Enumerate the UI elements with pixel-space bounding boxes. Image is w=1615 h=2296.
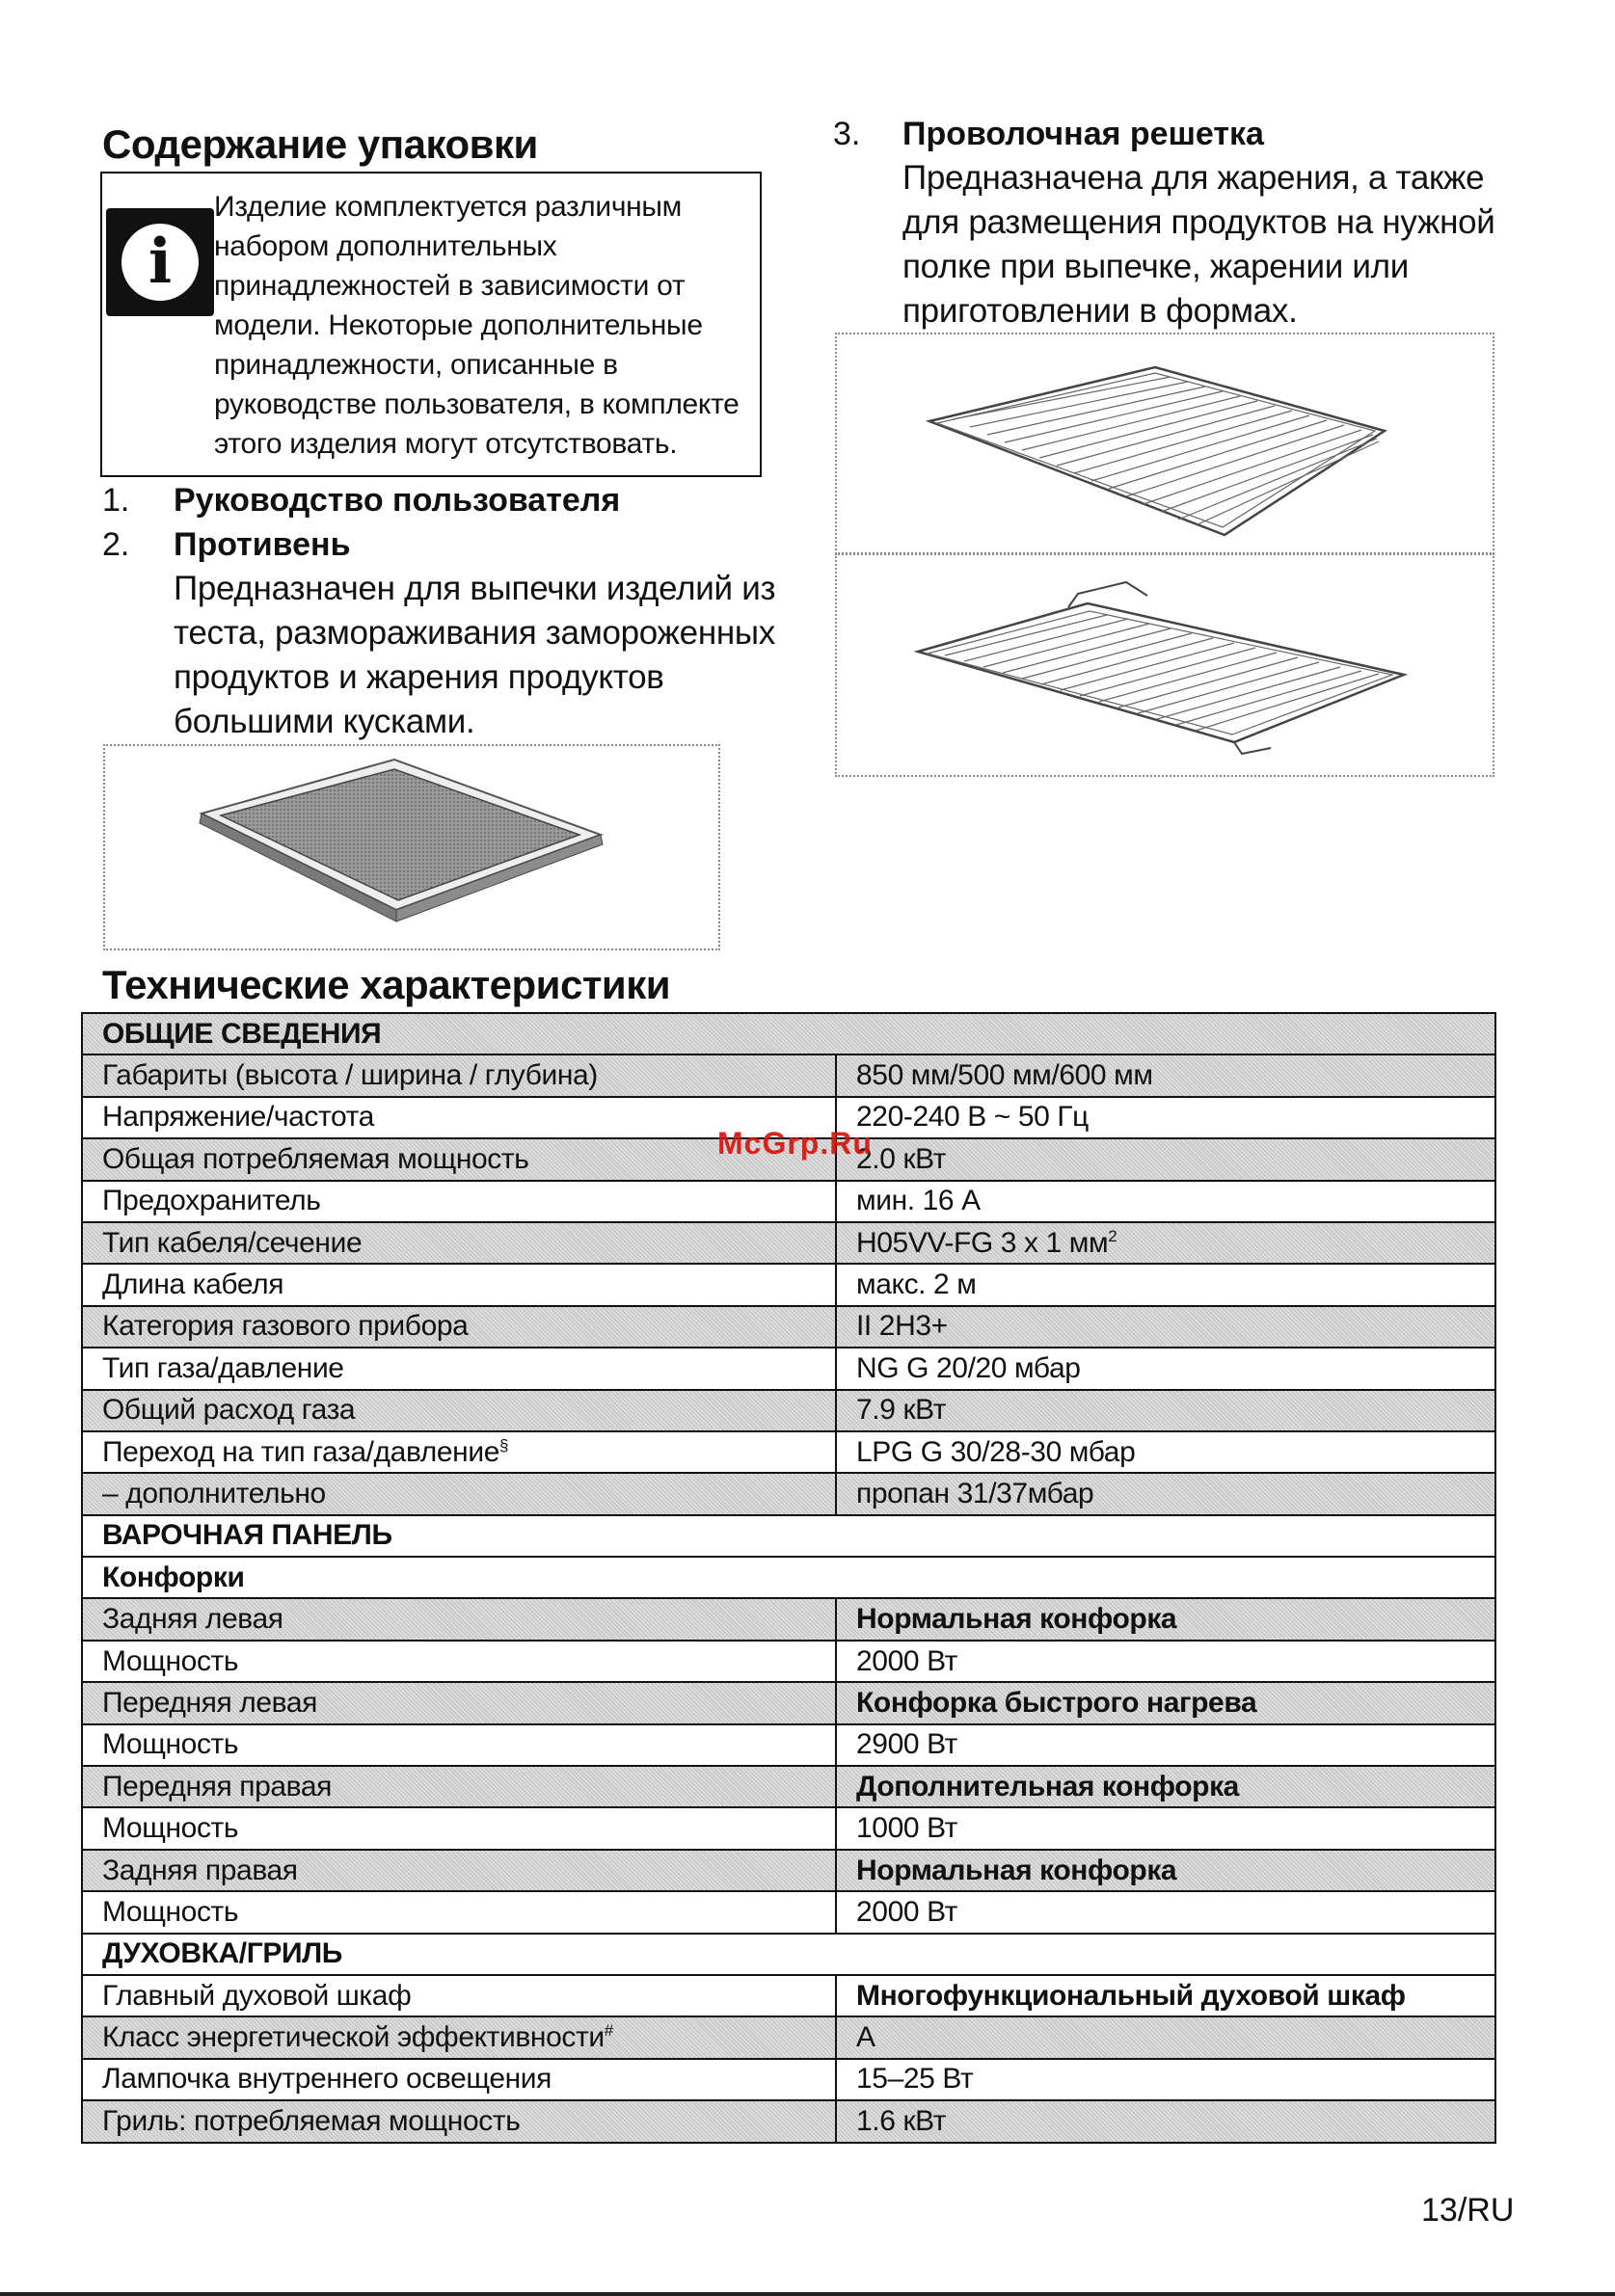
spec-label: Тип газа/давление — [82, 1348, 836, 1389]
spec-value: 2.0 кВт — [836, 1138, 1495, 1180]
spec-label: Передняя правая — [82, 1766, 836, 1807]
info-line: руководстве пользователя, в комплекте — [214, 388, 740, 420]
table-row — [82, 1181, 1495, 1222]
spec-value: 7.9 кВт — [836, 1390, 1495, 1431]
table-row — [82, 2016, 1495, 2058]
tray-description — [174, 567, 775, 744]
spec-label: Главный духовой шкаф — [82, 1975, 836, 2016]
spec-value: A — [836, 2016, 1495, 2058]
spec-label: Задняя левая — [82, 1598, 836, 1640]
table-row — [82, 1306, 1495, 1348]
spec-label: Гриль: потребляемая мощность — [82, 2100, 836, 2142]
spec-label: Задняя правая — [82, 1850, 836, 1891]
table-row — [82, 1807, 1495, 1849]
spec-label-text: Переход на тип газа/давление — [102, 1435, 499, 1468]
spec-label: Мощность — [82, 1807, 836, 1849]
tray-description-line: теста, размораживания замороженных — [174, 614, 775, 652]
spec-value: Дополнительная конфорка — [836, 1766, 1495, 1807]
spec-label: Мощность — [82, 1891, 836, 1933]
wire-rack-description-line: для размещения продуктов на нужной — [902, 203, 1495, 241]
info-icon-letter: i — [148, 226, 173, 298]
page-bottom-border — [0, 2292, 1615, 2296]
wire-rack-description — [902, 156, 1495, 334]
spec-value: II 2H3+ — [836, 1306, 1495, 1348]
spec-value: 15–25 Вт — [836, 2059, 1495, 2100]
table-row — [82, 1850, 1495, 1891]
list-item-number: 1. — [102, 482, 130, 519]
spec-label: – дополнительно — [82, 1473, 836, 1514]
table-row — [82, 1724, 1495, 1766]
spec-label — [82, 1431, 836, 1473]
info-icon — [106, 208, 214, 316]
spec-value: 2000 Вт — [836, 1891, 1495, 1933]
info-line: модели. Некоторые дополнительные — [214, 309, 703, 341]
tray-description-line: продуктов и жарения продуктов — [174, 658, 664, 696]
spec-value: Нормальная конфорка — [836, 1598, 1495, 1640]
spec-value: 850 мм/500 мм/600 мм — [836, 1055, 1495, 1096]
info-line: принадлежности, описанные в — [214, 349, 618, 381]
info-line: этого изделия могут отсутствовать. — [214, 428, 678, 460]
list-item-number: 2. — [102, 526, 130, 563]
info-text — [214, 187, 754, 464]
spec-value: NG G 20/20 мбар — [836, 1348, 1495, 1389]
table-row — [82, 1598, 1495, 1640]
baking-tray-illustration — [105, 746, 718, 948]
spec-value: Многофункциональный духовой шкаф — [836, 1975, 1495, 2016]
spec-label: Напряжение/частота — [82, 1097, 836, 1138]
table-row — [82, 2100, 1495, 2142]
package-contents-title: Содержание упаковки — [102, 121, 538, 167]
spec-label: Общий расход газа — [82, 1390, 836, 1431]
wire-rack-description-line: приготовлении в формах. — [902, 292, 1298, 330]
list-item-title-manual: Руководство пользователя — [174, 482, 621, 519]
wire-rack-image-frame-top — [835, 333, 1494, 554]
wire-rack-description-line: Предназначена для жарения, а также — [902, 159, 1485, 197]
spec-value: 220-240 В ~ 50 Гц — [836, 1097, 1495, 1138]
spec-label — [82, 2016, 836, 2058]
subheading-burners: Конфорки — [82, 1557, 1495, 1598]
spec-value: 2000 Вт — [836, 1641, 1495, 1682]
table-section-row — [82, 1515, 1495, 1557]
list-item-title-wire-rack: Проволочная решетка — [902, 116, 1264, 152]
spec-value: 1000 Вт — [836, 1807, 1495, 1849]
tray-description-line: большими кусками. — [174, 703, 475, 740]
table-row — [82, 1264, 1495, 1305]
spec-value: макс. 2 м — [836, 1264, 1495, 1305]
watermark: McGrp.Ru — [717, 1126, 873, 1161]
info-line: набором дополнительных — [214, 230, 557, 262]
spec-label: Тип кабеля/сечение — [82, 1222, 836, 1264]
table-row — [82, 1766, 1495, 1807]
spec-label: Габариты (высота / ширина / глубина) — [82, 1055, 836, 1096]
list-item-number: 3. — [833, 116, 861, 152]
tray-description-line: Предназначен для выпечки изделий из — [174, 570, 776, 607]
table-section-row — [82, 1557, 1495, 1598]
superscript: # — [604, 2021, 613, 2041]
spec-label: Предохранитель — [82, 1181, 836, 1222]
spec-value: 2900 Вт — [836, 1724, 1495, 1766]
table-section-row — [82, 1934, 1495, 1975]
table-row — [82, 1641, 1495, 1682]
wire-rack-description-line: полке при выпечке, жарении или — [902, 248, 1410, 285]
list-item-title-tray: Противень — [174, 526, 351, 563]
spec-label: Мощность — [82, 1724, 836, 1766]
spec-value: LPG G 30/28-30 мбар — [836, 1431, 1495, 1473]
spec-label: Длина кабеля — [82, 1264, 836, 1305]
specs-title: Технические характеристики — [102, 962, 671, 1007]
section-heading-general: ОБЩИЕ СВЕДЕНИЯ — [82, 1013, 1495, 1055]
spec-label: Лампочка внутреннего освещения — [82, 2059, 836, 2100]
spec-label-text: Класс энергетической эффективности — [102, 2021, 605, 2054]
section-heading-hob: ВАРОЧНАЯ ПАНЕЛЬ — [82, 1515, 1495, 1557]
section-heading-oven: ДУХОВКА/ГРИЛЬ — [82, 1934, 1495, 1975]
table-row — [82, 1222, 1495, 1264]
table-row — [82, 1348, 1495, 1389]
spec-value-text: H05VV-FG 3 x 1 мм — [856, 1226, 1109, 1259]
table-row — [82, 1390, 1495, 1431]
spec-label: Общая потребляемая мощность — [82, 1138, 836, 1180]
table-row — [82, 1682, 1495, 1723]
wire-rack-with-stops-illustration — [837, 555, 1493, 775]
spec-value: Конфорка быстрого нагрева — [836, 1682, 1495, 1723]
spec-value: пропан 31/37мбар — [836, 1473, 1495, 1514]
table-row — [82, 1473, 1495, 1514]
page-number: 13/RU — [1421, 2192, 1515, 2229]
info-line: Изделие комплектуется различным — [214, 191, 683, 223]
spec-value: 1.6 кВт — [836, 2100, 1495, 2142]
table-row — [82, 1431, 1495, 1473]
spec-value — [836, 1222, 1495, 1264]
table-row — [82, 2059, 1495, 2100]
superscript: § — [499, 1435, 509, 1455]
table-section-row — [82, 1013, 1495, 1055]
info-box — [100, 172, 762, 477]
spec-value: мин. 16 А — [836, 1181, 1495, 1222]
spec-label: Мощность — [82, 1641, 836, 1682]
table-row — [82, 1975, 1495, 2016]
tray-image-frame — [103, 744, 720, 950]
spec-label: Передняя левая — [82, 1682, 836, 1723]
table-row — [82, 1891, 1495, 1933]
wire-rack-image-frame-bottom — [835, 553, 1494, 777]
spec-label: Категория газового прибора — [82, 1306, 836, 1348]
spec-value: Нормальная конфорка — [836, 1850, 1495, 1891]
specs-table — [81, 1012, 1496, 2144]
info-line: принадлежностей в зависимости от — [214, 270, 686, 302]
superscript: 2 — [1108, 1226, 1117, 1245]
table-row — [82, 1055, 1495, 1096]
wire-rack-illustration — [837, 334, 1493, 552]
